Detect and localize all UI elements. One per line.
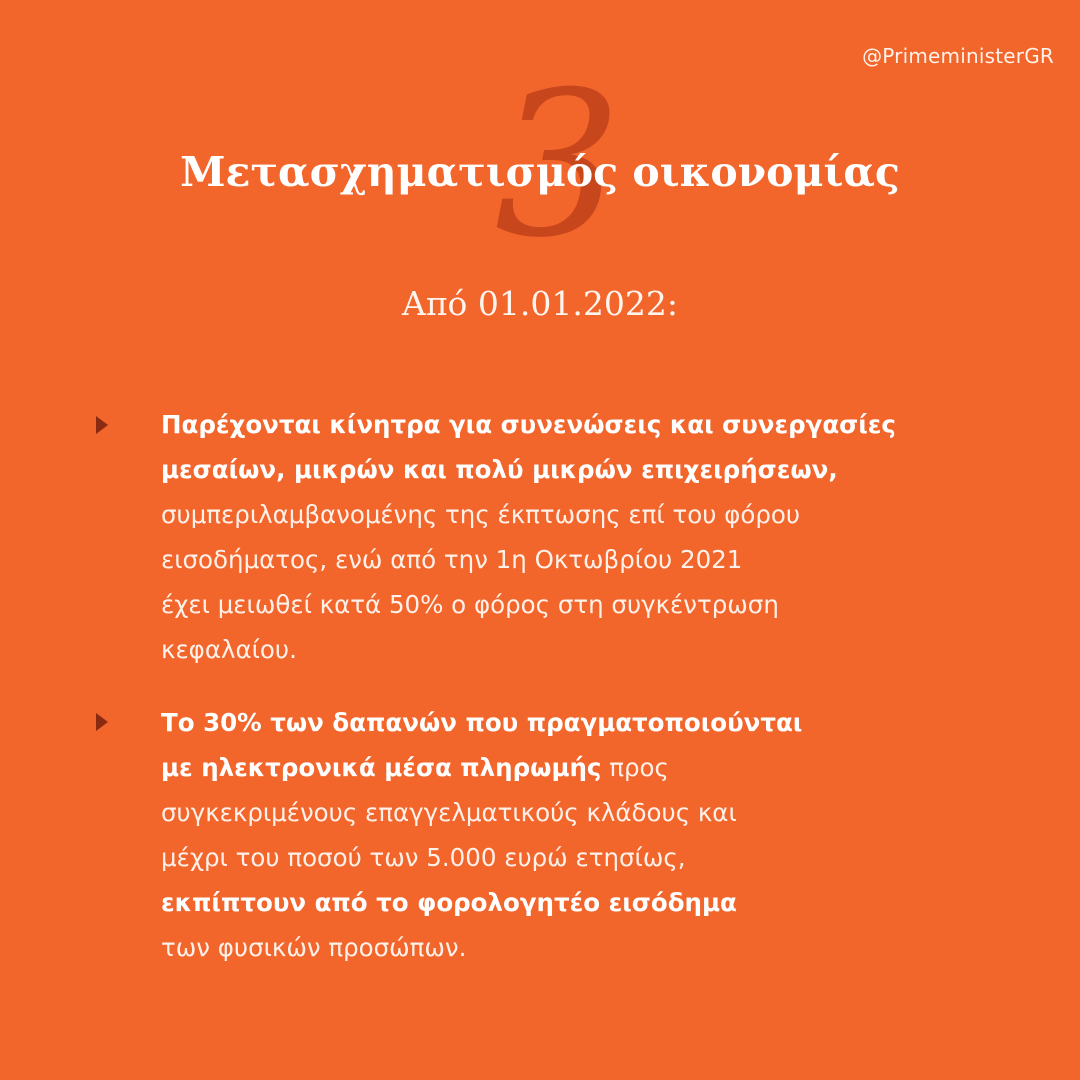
item-line: με ηλεκτρονικά μέσα πληρωμής προς: [161, 753, 669, 782]
account-handle: @PrimeministerGR: [862, 44, 1054, 68]
item-line: έχει μειωθεί κατά 50% ο φόρος στη συγκέντρωση: [161, 590, 779, 619]
item-line: συγκεκριμένους επαγγελματικούς κλάδους και: [161, 798, 737, 827]
item-line: μέχρι του ποσού των 5.000 ευρώ ετησίως,: [161, 843, 686, 872]
bullet-arrow-icon: [96, 416, 108, 434]
item-line: των φυσικών προσώπων.: [161, 933, 467, 962]
item-line: Παρέχονται κίνητρα για συνενώσεις και συνεργασίες: [161, 410, 896, 439]
list-item: [161, 700, 1021, 970]
date-subtitle: Από 01.01.2022:: [402, 284, 678, 323]
bullet-arrow-icon: [96, 713, 108, 731]
item-line: εκπίπτουν από το φορολογητέο εισόδημα: [161, 888, 737, 917]
item-line: Το 30% των δαπανών που πραγματοποιούνται: [161, 708, 803, 737]
item-line: μεσαίων, μικρών και πολύ μικρών επιχειρήσεων,: [161, 455, 838, 484]
list-item: [161, 402, 1021, 672]
section-number: 3: [494, 49, 622, 282]
item-line: συμπεριλαμβανομένης της έκπτωσης επί του φόρου: [161, 500, 801, 529]
page-title: Μετασχηματισμός οικονομίας: [180, 148, 900, 196]
item-line: εισοδήματος, ενώ από την 1η Οκτωβρίου 2021: [161, 545, 743, 574]
item-line: κεφαλαίου.: [161, 635, 297, 664]
